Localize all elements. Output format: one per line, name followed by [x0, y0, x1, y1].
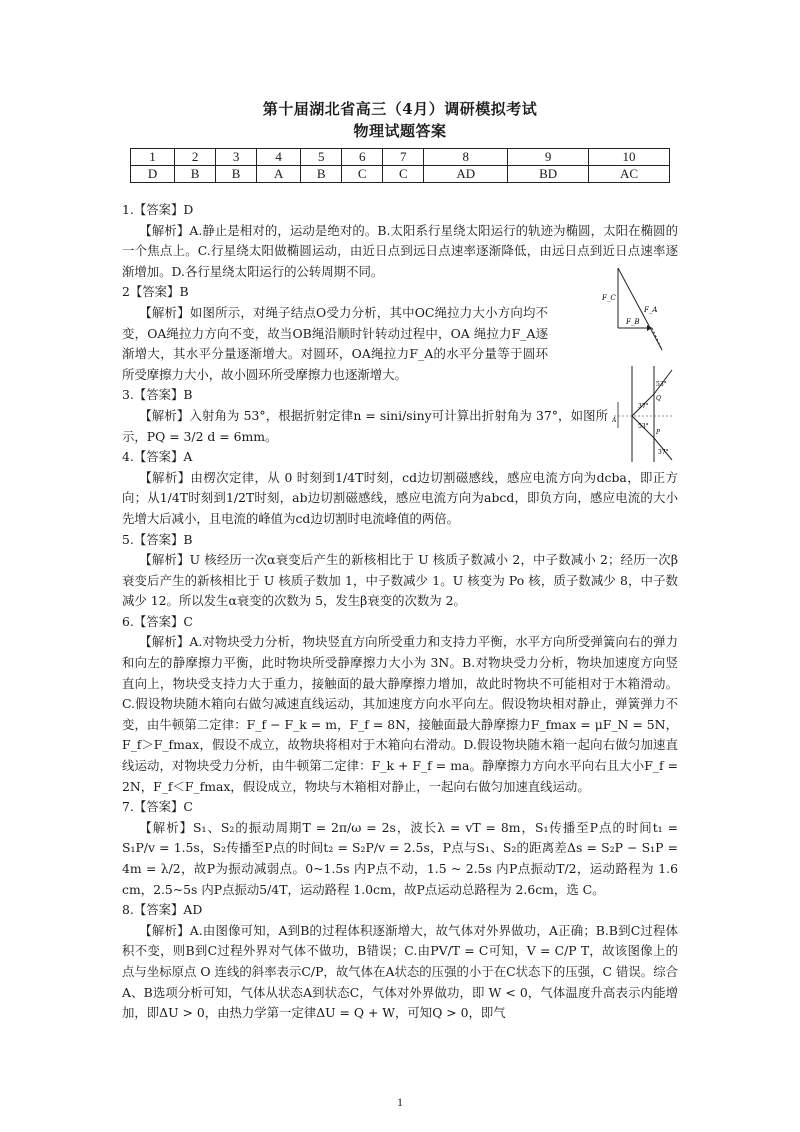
- q4-explanation: 【解析】由楞次定律，从 0 时刻到1/4T时刻，cd边切割磁感线，感应电流方向为dcba，即正方向；从1/4T时刻到1/2T时刻，ab边切割磁感线，感应电流方向为abcd，即负方向，感应电流的大小先增大后减小，且电流的峰值为cd边切割时电流峰值的两倍。: [122, 469, 678, 526]
- q1-answer-heading: 1.【答案】D: [122, 202, 194, 217]
- answer-cell: A: [257, 166, 301, 183]
- question-number-cell: 7: [383, 149, 424, 166]
- question-number-cell: 10: [589, 149, 670, 166]
- answer-cell: B: [301, 166, 342, 183]
- q7-answer-heading: 7.【答案】C: [122, 799, 193, 815]
- answer-cell: AD: [424, 166, 508, 183]
- q2-force-diagram: [600, 262, 680, 362]
- q2-answer-heading: 2【答案】B: [122, 284, 189, 300]
- point-p-label: P: [656, 429, 661, 436]
- q2-explanation: 【解析】如图所示，对绳子结点O受力分析，其中OC绳拉力大小方向均不变，OA绳拉力方向不变，故当OB绳沿顺时针转动过程中，OA 绳拉力F_A逐渐增大，其水平分量逐渐增大。对圆环，OA绳拉力F_A的水平分量等于圆环所受摩擦力大小，故小圆环所受摩擦力也逐渐增大。: [122, 304, 548, 382]
- dashed-guide-line: [652, 328, 662, 350]
- question-number-cell: 3: [216, 149, 257, 166]
- question-number-cell: 8: [424, 149, 508, 166]
- fa-label: F_A: [644, 306, 658, 314]
- fc-label: F_C: [602, 294, 616, 302]
- question-number-cell: 6: [342, 149, 383, 166]
- answer-table: [130, 148, 670, 183]
- exam-subtitle: 物理试题答案: [353, 122, 447, 140]
- question-number-cell: 2: [175, 149, 216, 166]
- fb-label: F_B: [626, 318, 640, 326]
- answer-cell: C: [342, 166, 383, 183]
- q6-explanation: 【解析】A.对物块受力分析，物块竖直方向所受重力和支持力平衡，水平方向所受弹簧向右的弹力和向左的静摩擦力平衡，此时物块所受静摩擦力大小为 3N。B.对物块受力分析，物块加速度方向竖直向上，物块受支持力大于重力，接触面的最大静摩擦力增加，故此时物块不可能相对于木箱滑动。C.假设物块随木箱向右做匀减速直线运动，其加速度方向水平向左。假设物块相对静止，弹簧弹力不变，由牛顿第二定律：F_f − F_k = m，F_f = 8N，接触面最大静摩擦力F_fmax = μF_N = 5N，F_f＞F_fmax，假设不成立，故物块将相对于木箱向右滑动。D.假设物块随木箱一起向右做匀加速直线运动，对物块受力分析，由牛顿第二定律：F_k + F_f = ma。静摩擦力方向水平向右且大小F_f = 2N，F_f＜F_fmax，假设成立，物块与木箱相对静止，一起向右做匀加速直线运动。: [122, 634, 678, 794]
- answer-table-numbers-row: [131, 149, 670, 166]
- q1-explanation: 【解析】A.静止是相对的，运动是绝对的。B.太阳系行星绕太阳运行的轨迹为椭圆，太阳在椭圆的一个焦点上。C.行星绕太阳做椭圆运动，由近日点到远日点速率逐渐降低，由远日点到近日点速率逐渐增加。D.各行星绕太阳运行的公转周期不同。: [122, 222, 678, 279]
- question-number-cell: 5: [301, 149, 342, 166]
- q3-explanation: 【解析】入射角为 53°，根据折射定律n = sini/siny可计算出折射角为 37°，如图所示，PQ = 3/2 d = 6mm。: [122, 407, 608, 444]
- q7-explanation: 【解析】S₁、S₂的振动周期T = 2π/ω = 2s，波长λ = vT = 8m，S₁传播至P点的时间t₁ = S₁P/v = 1.5s，S₂传播至P点的时间t₂ = S₂P/v = 2.5s，P点与S₁、S₂的距离差Δs = S₂P − S₁P = 4m = λ/2，故P为振动减弱点。0~1.5s 内P点不动，1.5 ~ 2.5s 内P点振动T/2，运动路程为 1.6 cm，2.5~5s 内P点振动5/4T，运动路程 1.0cm，故P点运动总路程为 2.6cm，选 C。: [122, 819, 678, 897]
- question-number-cell: 9: [508, 149, 589, 166]
- answer-cell: D: [131, 166, 175, 183]
- q6-answer-heading: 6.【答案】C: [122, 613, 193, 629]
- answer-cell: AC: [589, 166, 670, 183]
- q8-explanation: 【解析】A.由图像可知，A到B的过程体积逐渐增大，故气体对外界做功，A正确；B.B到C过程体积不变，则B到C过程外界对气体不做功，B错误；C.由PV/T = C可知，V = C/P T，故该图像上的点与坐标原点 O 连线的斜率表示C/P，故气体在A状态的压强的小于在C状态下的压强，C 错误。综合A、B选项分析可知，气体从状态A到状态C，气体对外界做功，即 W < 0，气体温度升高表示内能增加，即ΔU > 0，由热力学第一定律ΔU = Q + W，可知Q > 0，即气: [122, 922, 678, 1021]
- answer-cell: C: [383, 166, 424, 183]
- q3-answer-heading: 3.【答案】B: [122, 387, 193, 403]
- angle-label: 53°: [656, 381, 667, 388]
- exam-title: 第十届湖北省高三（4月）调研模拟考试: [262, 100, 538, 118]
- angle-label: 37°: [638, 403, 649, 410]
- angle-label: 53°: [638, 423, 649, 430]
- q4-answer-heading: 4.【答案】A: [122, 449, 193, 465]
- question-number-cell: 1: [131, 149, 175, 166]
- q5-explanation: 【解析】U 核经历一次α衰变后产生的新核相比于 U 核质子数减小 2，中子数减小 2；经历一次β衰变后产生的新核相比于 U 核质子数加 1，中子数减少 1。U 核变为 Po 核，质子数减少 8，中子数减少 12。所以发生α衰变的次数为 5，发生β衰变的次数为 2。: [122, 552, 678, 609]
- q8-answer-heading: 8.【答案】AD: [122, 902, 203, 918]
- point-q-label: Q: [656, 395, 661, 402]
- answer-cell: B: [216, 166, 257, 183]
- answer-cell: BD: [508, 166, 589, 183]
- answer-cell: B: [175, 166, 216, 183]
- q5-answer-heading: 5.【答案】B: [122, 531, 193, 547]
- answer-table-answers-row: [131, 166, 670, 183]
- angle-label: 37°: [658, 449, 669, 456]
- q3-refraction-diagram: [612, 366, 674, 462]
- solutions-body: [122, 200, 678, 1024]
- question-number-cell: 4: [257, 149, 301, 166]
- page-number: 1: [397, 1095, 403, 1109]
- point-a-label: A: [612, 417, 617, 424]
